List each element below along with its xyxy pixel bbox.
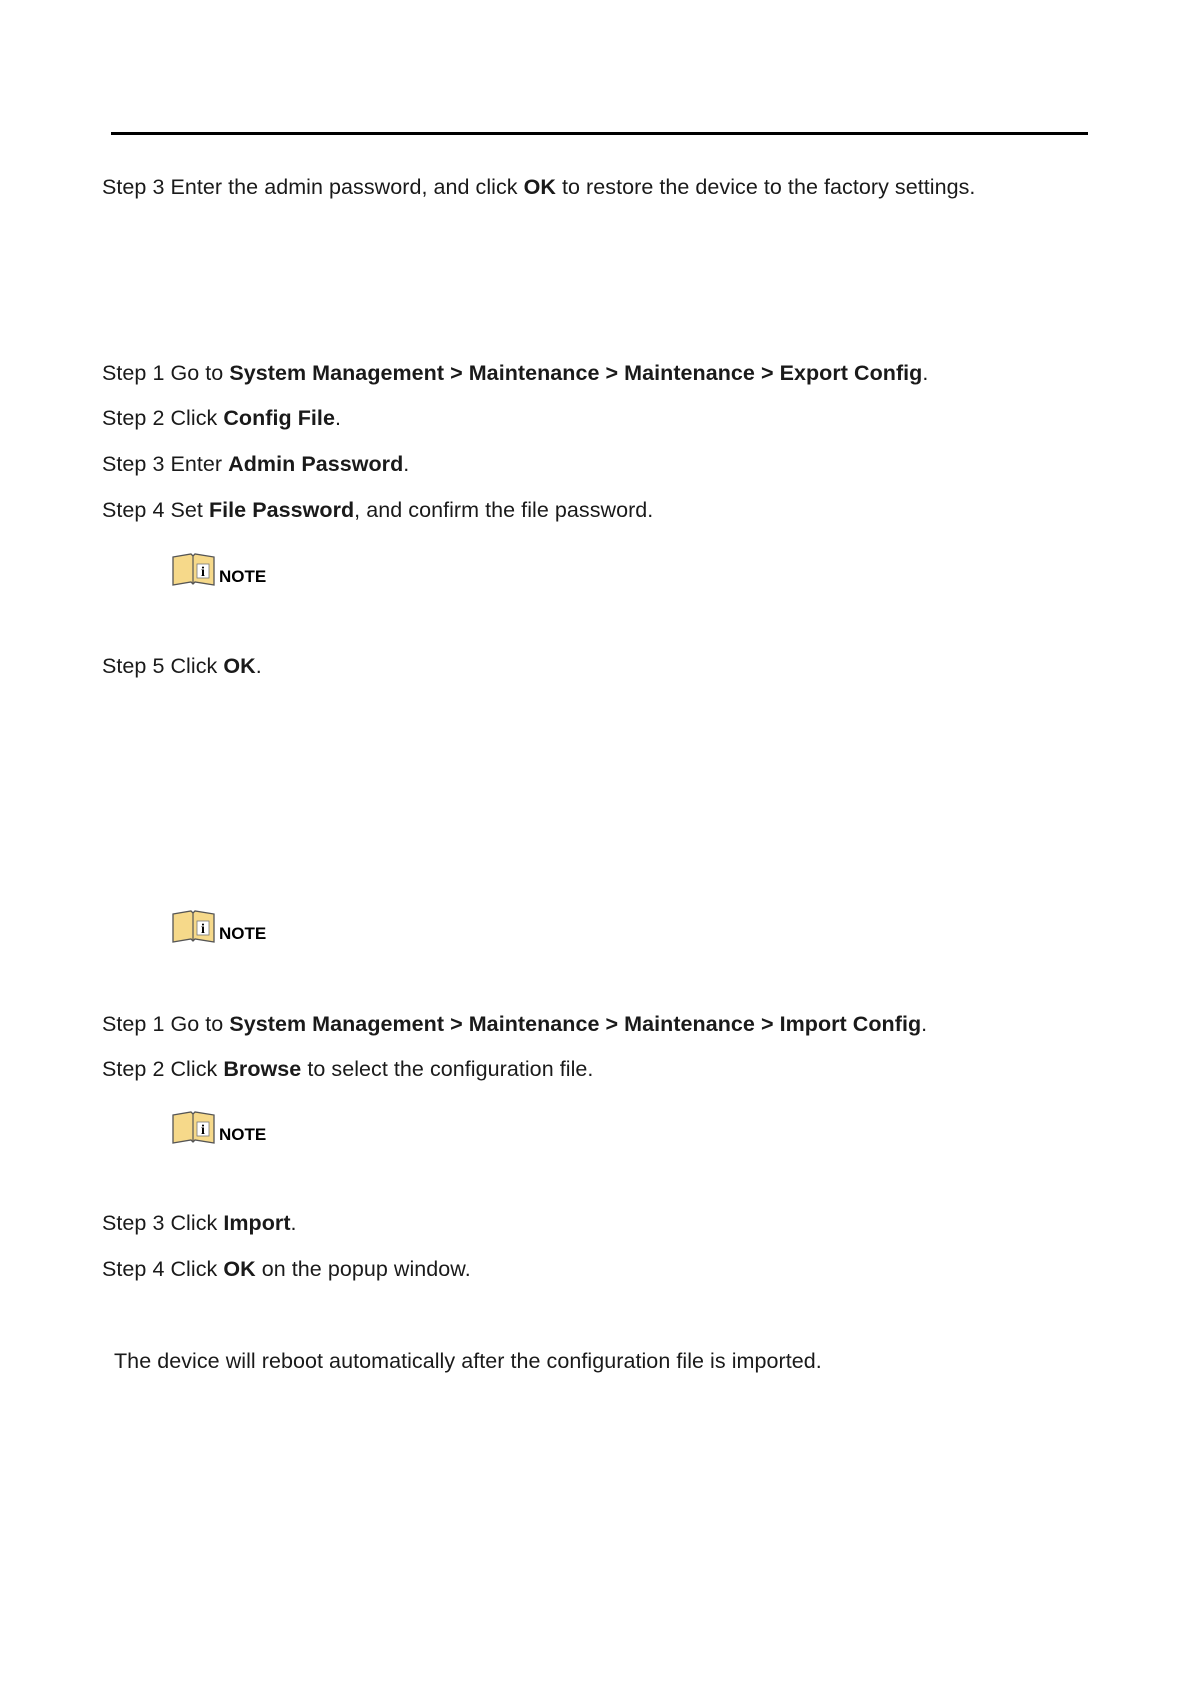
export-step-2: Step 2 Click Config File. [102,406,341,430]
svg-text:i: i [201,565,205,580]
note-label: NOTE [219,567,267,586]
info-book-icon [171,553,216,587]
factory-step-3: Step 3 Enter the admin password, and click OK to restore the device to the factory settings. [102,175,976,199]
import-step-2: Step 2 Click Browse to select the configuration file. [102,1057,594,1081]
import-note [171,908,266,944]
header-rule [111,132,1088,135]
info-book-icon [171,1111,216,1145]
import-step-1: Step 1 Go to System Management > Maintenance > Maintenance > Import Config. [102,1012,928,1036]
import-browse-note [171,1109,266,1145]
export-step-3: Step 3 Enter Admin Password. [102,452,410,476]
export-step-5: Step 5 Click OK. [102,654,262,678]
import-step-4: Step 4 Click OK on the popup window. [102,1257,471,1281]
info-book-icon [171,910,216,944]
svg-text:i: i [201,922,205,937]
note-label: NOTE [219,924,267,943]
export-note [171,551,266,587]
export-step-1: Step 1 Go to System Management > Maintenance > Maintenance > Export Config. [102,361,929,385]
svg-text:i: i [201,1123,205,1138]
export-step-4: Step 4 Set File Password, and confirm the file password. [102,498,654,522]
import-step-3: Step 3 Click Import. [102,1211,297,1235]
import-result-text: The device will reboot automatically after the configuration file is imported. [114,1349,822,1373]
note-label: NOTE [219,1125,267,1144]
